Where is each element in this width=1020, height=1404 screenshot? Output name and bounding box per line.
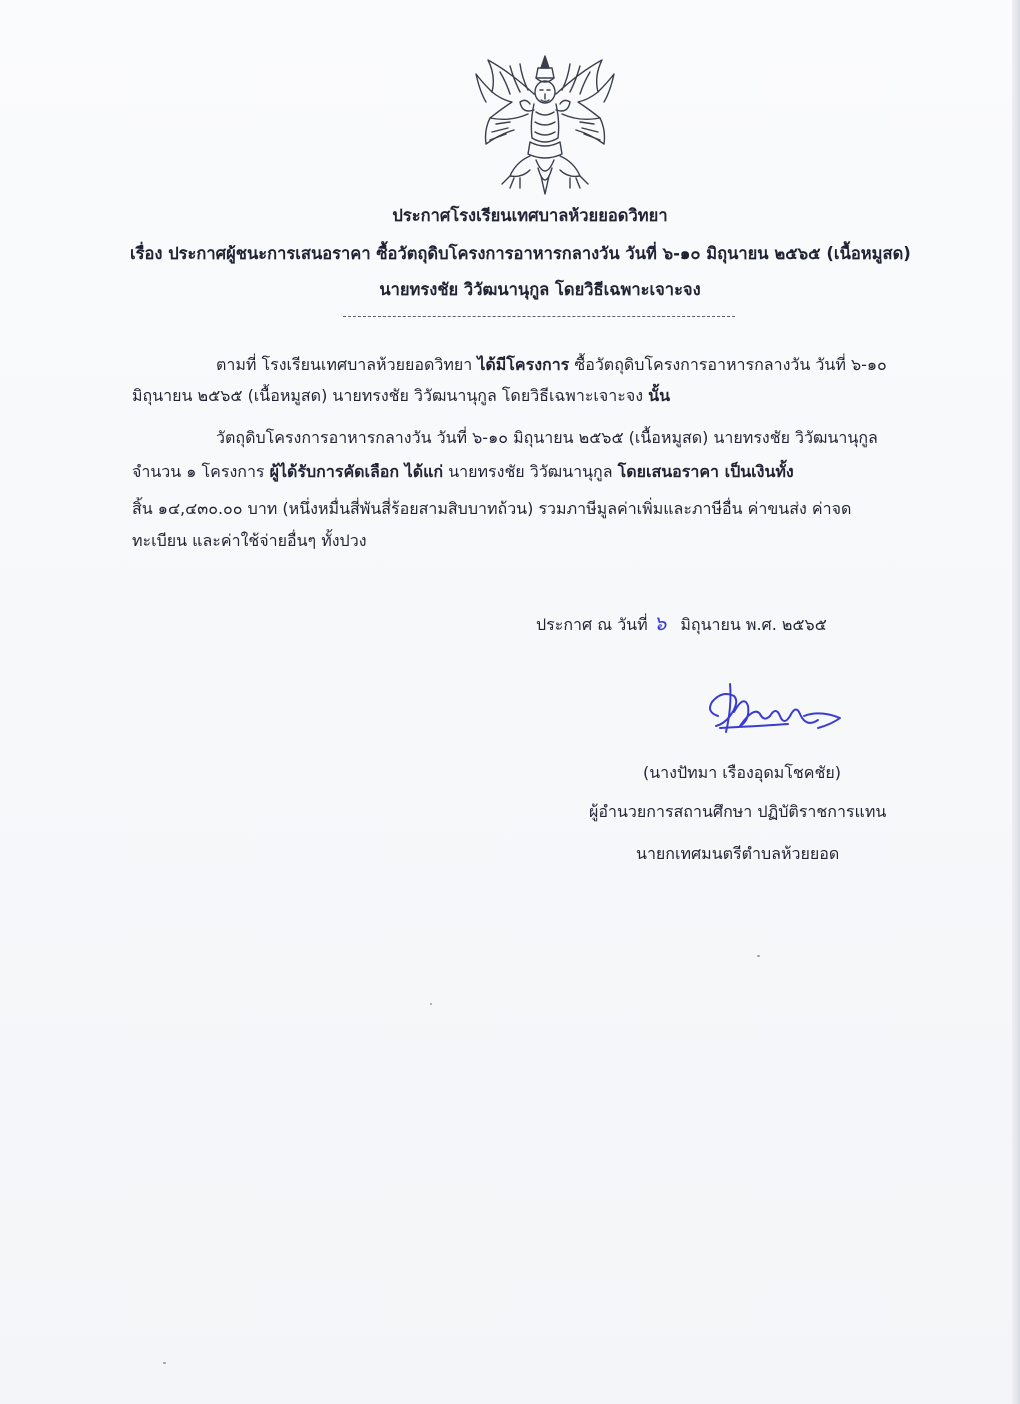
paragraph2-line1: วัตถุดิบโครงการอาหารกลางวัน วันที่ ๖-๑๐ มิถุนายน ๒๕๖๕ (เนื้อหมูสด) นายทรงชัย วิวัฒนานุกูล <box>216 428 878 447</box>
paragraph2-text: นายทรงชัย วิวัฒนานุกูล <box>443 462 618 481</box>
paragraph1-text: มิถุนายน ๒๕๖๕ (เนื้อหมูสด) นายทรงชัย วิวัฒนานุกูล โดยวิธีเฉพาะเจาะจง <box>132 386 649 405</box>
paragraph1-line2 <box>132 386 670 405</box>
signer-on-behalf-of: นายกเทศมนตรีตำบลห้วยยอด <box>636 844 840 863</box>
paragraph2-emphasis: ผู้ได้รับการคัดเลือก ได้แก่ <box>269 462 444 481</box>
date-suffix: มิถุนายน พ.ศ. ๒๕๖๕ <box>680 615 827 634</box>
signer-name: (นางปัทมา เรืองอุดมโชคชัย) <box>643 763 841 782</box>
paragraph2-emphasis: โดยเสนอราคา เป็นเงินทั้ง <box>617 462 794 481</box>
announcement-subject: เรื่อง ประกาศผู้ชนะการเสนอราคา ซื้อวัตถุดิบโครงการอาหารกลางวัน วันที่ ๖-๑๐ มิถุนายน ๒๕๖๕ (เนื้อหมูสด) <box>130 244 911 263</box>
paragraph2-line3: สิ้น ๑๔,๔๓๐.๐๐ บาท (หนึ่งหมื่นสี่พันสี่ร้อยสามสิบบาทถ้วน) รวมภาษีมูลค่าเพิ่มและภาษีอื่น ค่าขนส่ง ค่าจด <box>132 499 852 518</box>
paragraph2-line2 <box>132 462 794 481</box>
paragraph1-text: ตามที่ โรงเรียนเทศบาลห้วยยอดวิทยา <box>216 355 478 374</box>
paragraph1-emphasis: นั้น <box>648 386 670 405</box>
signer-position: ผู้อำนวยการสถานศึกษา ปฏิบัติราชการแทน <box>589 802 887 821</box>
announcement-date <box>536 607 827 639</box>
date-prefix: ประกาศ ณ วันที่ <box>536 615 648 634</box>
paragraph2-text: จำนวน ๑ โครงการ <box>132 462 270 481</box>
paragraph1-line1 <box>216 355 887 374</box>
garuda-emblem-icon <box>470 52 620 198</box>
announcement-subject-continued: นายทรงชัย วิวัฒนานุกูล โดยวิธีเฉพาะเจาะจง <box>379 280 701 299</box>
paragraph1-emphasis: ได้มีโครงการ <box>477 355 570 374</box>
date-day-handwritten: ๖ <box>653 611 667 635</box>
paragraph2-line4: ทะเบียน และค่าใช้จ่ายอื่นๆ ทั้งปวง <box>132 531 367 550</box>
scan-speck <box>757 955 760 957</box>
paragraph1-text: ซื้อวัตถุดิบโครงการอาหารกลางวัน วันที่ ๖-๑๐ <box>569 355 887 374</box>
divider-line <box>343 316 735 317</box>
handwritten-signature-icon <box>700 676 850 746</box>
scan-speck <box>163 1362 166 1364</box>
scan-speck <box>430 1003 432 1005</box>
announcement-title: ประกาศโรงเรียนเทศบาลห้วยยอดวิทยา <box>392 206 668 225</box>
